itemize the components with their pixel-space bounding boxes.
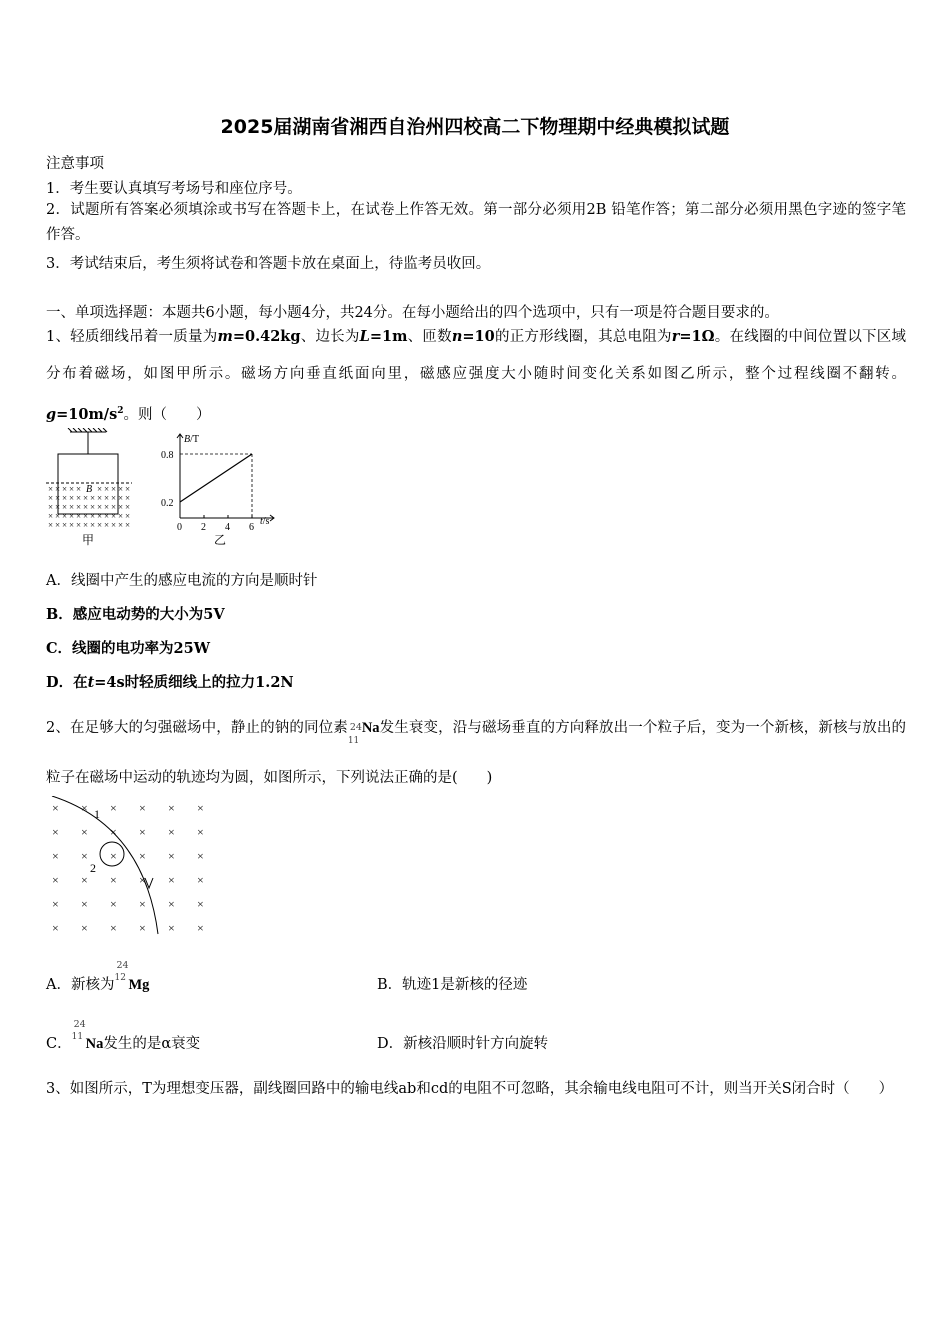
field-cross-icon: × bbox=[48, 520, 54, 530]
field-cross-icon: × bbox=[52, 849, 59, 863]
q1-option-d[interactable]: D．在t=4s时轻质细线上的拉力1.2N bbox=[46, 674, 294, 691]
field-cross-icon: × bbox=[76, 502, 82, 512]
field-cross-icon: × bbox=[118, 493, 124, 503]
field-cross-icon: × bbox=[118, 520, 124, 530]
field-cross-icon: × bbox=[69, 511, 75, 521]
field-cross-icon: × bbox=[69, 484, 75, 494]
q1-option-b[interactable]: B．感应电动势的大小为5V bbox=[46, 606, 225, 623]
field-cross-icon: × bbox=[125, 502, 131, 512]
field-cross-icon: × bbox=[81, 849, 88, 863]
field-cross-icon: × bbox=[48, 502, 54, 512]
field-cross-icon: × bbox=[139, 921, 146, 935]
field-cross-icon: × bbox=[111, 493, 117, 503]
field-cross-icon: × bbox=[76, 520, 82, 530]
q2-option-d[interactable]: D．新核沿顺时针方向旋转 bbox=[377, 1036, 549, 1052]
figure-yi-label: 乙 bbox=[214, 533, 227, 547]
field-cross-icon: × bbox=[110, 921, 117, 935]
field-cross-icon: × bbox=[110, 801, 117, 815]
field-cross-icon: × bbox=[69, 502, 75, 512]
field-cross-icon: × bbox=[52, 825, 59, 839]
field-cross-icon: × bbox=[139, 873, 146, 887]
bt-graph bbox=[156, 428, 286, 548]
field-cross-icon: × bbox=[197, 825, 204, 839]
field-cross-icon: × bbox=[104, 520, 110, 530]
field-cross-icon: × bbox=[110, 849, 117, 863]
field-cross-icon: × bbox=[83, 511, 89, 521]
field-cross-icon: × bbox=[90, 511, 96, 521]
field-cross-icon: × bbox=[76, 484, 82, 494]
field-cross-icon: × bbox=[81, 897, 88, 911]
field-cross-icon: × bbox=[110, 897, 117, 911]
notice-item-2: 2．试题所有答案必须填涂或书写在答题卡上，在试卷上作答无效。第一部分必须用2B 铅笔作答；第二部分必须用黑色字迹的签字笔作答。 bbox=[46, 202, 906, 243]
field-cross-icon: × bbox=[83, 502, 89, 512]
field-cross-icon: × bbox=[111, 484, 117, 494]
field-cross-icon: × bbox=[197, 921, 204, 935]
field-cross-icon: × bbox=[62, 493, 68, 503]
field-cross-icon: × bbox=[168, 825, 175, 839]
field-cross-icon: × bbox=[125, 511, 131, 521]
field-cross-icon: × bbox=[52, 897, 59, 911]
field-cross-icon: × bbox=[69, 520, 75, 530]
field-cross-icon: × bbox=[125, 484, 131, 494]
field-cross-icon: × bbox=[104, 493, 110, 503]
notice-item-3: 3．考试结束后，考生须将试卷和答题卡放在桌面上，待监考员收回。 bbox=[46, 256, 491, 272]
field-cross-icon: × bbox=[55, 520, 61, 530]
field-cross-icon: × bbox=[81, 873, 88, 887]
field-cross-icon: × bbox=[55, 493, 61, 503]
field-cross-icon: × bbox=[111, 511, 117, 521]
q2-option-a[interactable]: A．新核为 24 12 Mg bbox=[46, 959, 150, 993]
field-cross-icon: × bbox=[62, 502, 68, 512]
field-cross-icon: × bbox=[55, 484, 61, 494]
question-2-text: 2、在足够大的匀强磁场中，静止的钠的同位素 24 11 Na发生衰变，沿与磁场垂直的方向释放出一个粒子后，变为一个新核，新核与放出的粒子在磁场中运动的轨迹均为圆，如图所示，下列说法正确的是( ) bbox=[46, 703, 906, 803]
q2-option-b[interactable]: B．轨迹1是新核的径迹 bbox=[377, 977, 528, 993]
field-cross-icon: × bbox=[168, 873, 175, 887]
x-tick-label: 4 bbox=[225, 522, 230, 533]
field-cross-icon: × bbox=[48, 484, 54, 494]
field-cross-icon: × bbox=[52, 921, 59, 935]
field-cross-icon: × bbox=[97, 511, 103, 521]
field-cross-icon: × bbox=[139, 825, 146, 839]
x-tick-label: 0 bbox=[177, 522, 182, 533]
field-cross-icon: × bbox=[168, 921, 175, 935]
field-cross-icon: × bbox=[139, 801, 146, 815]
field-cross-icon: × bbox=[48, 511, 54, 521]
coil-figure bbox=[44, 428, 136, 548]
field-cross-icon: × bbox=[55, 511, 61, 521]
y-tick-label: 0.2 bbox=[161, 498, 174, 509]
q1-option-a[interactable]: A．线圈中产生的感应电流的方向是顺时针 bbox=[46, 573, 318, 589]
field-cross-icon: × bbox=[139, 849, 146, 863]
question-3-text: 3、如图所示，T为理想变压器，副线圈回路中的输电线ab和cd的电阻不可忽略，其余输电线电阻可不计，则当开关S闭合时（ ） bbox=[46, 1081, 894, 1097]
field-cross-icon: × bbox=[97, 502, 103, 512]
field-cross-icon: × bbox=[97, 484, 103, 494]
field-cross-icon: × bbox=[62, 484, 68, 494]
field-cross-icon: × bbox=[168, 849, 175, 863]
field-cross-icon: × bbox=[118, 511, 124, 521]
q2-option-c[interactable]: C． 24 11 Na发生的是α衰变 bbox=[46, 1018, 201, 1052]
field-cross-icon: × bbox=[90, 493, 96, 503]
field-cross-icon: × bbox=[104, 484, 110, 494]
field-cross-icon: × bbox=[48, 493, 54, 503]
field-cross-icon: × bbox=[76, 493, 82, 503]
field-cross-icon: × bbox=[197, 849, 204, 863]
field-cross-icon: × bbox=[62, 520, 68, 530]
field-cross-icon: × bbox=[52, 801, 59, 815]
notice-item-1: 1．考生要认真填写考场号和座位序号。 bbox=[46, 181, 302, 197]
y-axis-label: B/T bbox=[184, 434, 199, 445]
field-cross-icon: × bbox=[81, 921, 88, 935]
field-cross-icon: × bbox=[139, 897, 146, 911]
field-cross-icon: × bbox=[90, 520, 96, 530]
field-cross-icon: × bbox=[197, 897, 204, 911]
field-cross-icon: × bbox=[118, 502, 124, 512]
na-nuclide: 24 11 bbox=[347, 721, 362, 746]
notice-heading: 注意事项 bbox=[46, 156, 104, 172]
field-cross-icon: × bbox=[83, 493, 89, 503]
field-cross-icon: × bbox=[168, 897, 175, 911]
field-cross-icon: × bbox=[111, 520, 117, 530]
field-cross-icon: × bbox=[52, 873, 59, 887]
field-cross-icon: × bbox=[118, 484, 124, 494]
x-tick-label: 6 bbox=[249, 522, 254, 533]
track-2-label: 2 bbox=[90, 861, 96, 875]
field-cross-icon: × bbox=[97, 520, 103, 530]
field-cross-icon: × bbox=[125, 520, 131, 530]
field-cross-icon: × bbox=[81, 825, 88, 839]
b-t-series-line bbox=[180, 454, 252, 502]
field-cross-icon: × bbox=[197, 801, 204, 815]
q1-option-c[interactable]: C．线圈的电功率为25W bbox=[46, 640, 211, 657]
track-figure bbox=[44, 796, 224, 942]
svg-text:B: B bbox=[86, 484, 93, 495]
figure-jia-label: 甲 bbox=[82, 533, 95, 547]
field-cross-icon: × bbox=[90, 502, 96, 512]
field-cross-icon: × bbox=[110, 825, 117, 839]
field-cross-icon: × bbox=[83, 520, 89, 530]
field-cross-icon: × bbox=[197, 873, 204, 887]
track-1-label: 1 bbox=[94, 807, 100, 821]
x-axis-label: t/s bbox=[260, 516, 270, 527]
y-tick-label: 0.8 bbox=[161, 450, 174, 461]
field-cross-icon: × bbox=[97, 493, 103, 503]
field-cross-icon: × bbox=[104, 502, 110, 512]
field-cross-icon: × bbox=[62, 511, 68, 521]
field-cross-icon: × bbox=[125, 493, 131, 503]
track-1-arc bbox=[52, 796, 158, 934]
section-heading: 一、单项选择题：本题共6小题，每小题4分，共24分。在每小题给出的四个选项中，只有一项是符合题目要求的。 bbox=[46, 305, 779, 321]
field-cross-icon: × bbox=[110, 873, 117, 887]
question-1-text: 1、轻质细线吊着一质量为m=0.42kg、边长为L=1m、匝数n=10的正方形线圈，其总电阻为r=1Ω。在线圈的中间位置以下区域分布着磁场，如图甲所示。磁场方向垂直纸面向里，磁感应强度大小随时间变化关系如图乙所示，整个过程线圈不翻转。$g=10m/s^2$。则（ ） bbox=[46, 328, 907, 423]
field-cross-icon: × bbox=[76, 511, 82, 521]
page-title: 2025届湖南省湘西自治州四校高二下物理期中经典模拟试题 bbox=[220, 116, 730, 138]
field-cross-icon: × bbox=[168, 801, 175, 815]
field-cross-icon: × bbox=[111, 502, 117, 512]
field-cross-icon: × bbox=[81, 801, 88, 815]
field-cross-icon: × bbox=[55, 502, 61, 512]
x-tick-label: 2 bbox=[201, 522, 206, 533]
field-cross-icon: × bbox=[104, 511, 110, 521]
field-cross-icon: × bbox=[69, 493, 75, 503]
